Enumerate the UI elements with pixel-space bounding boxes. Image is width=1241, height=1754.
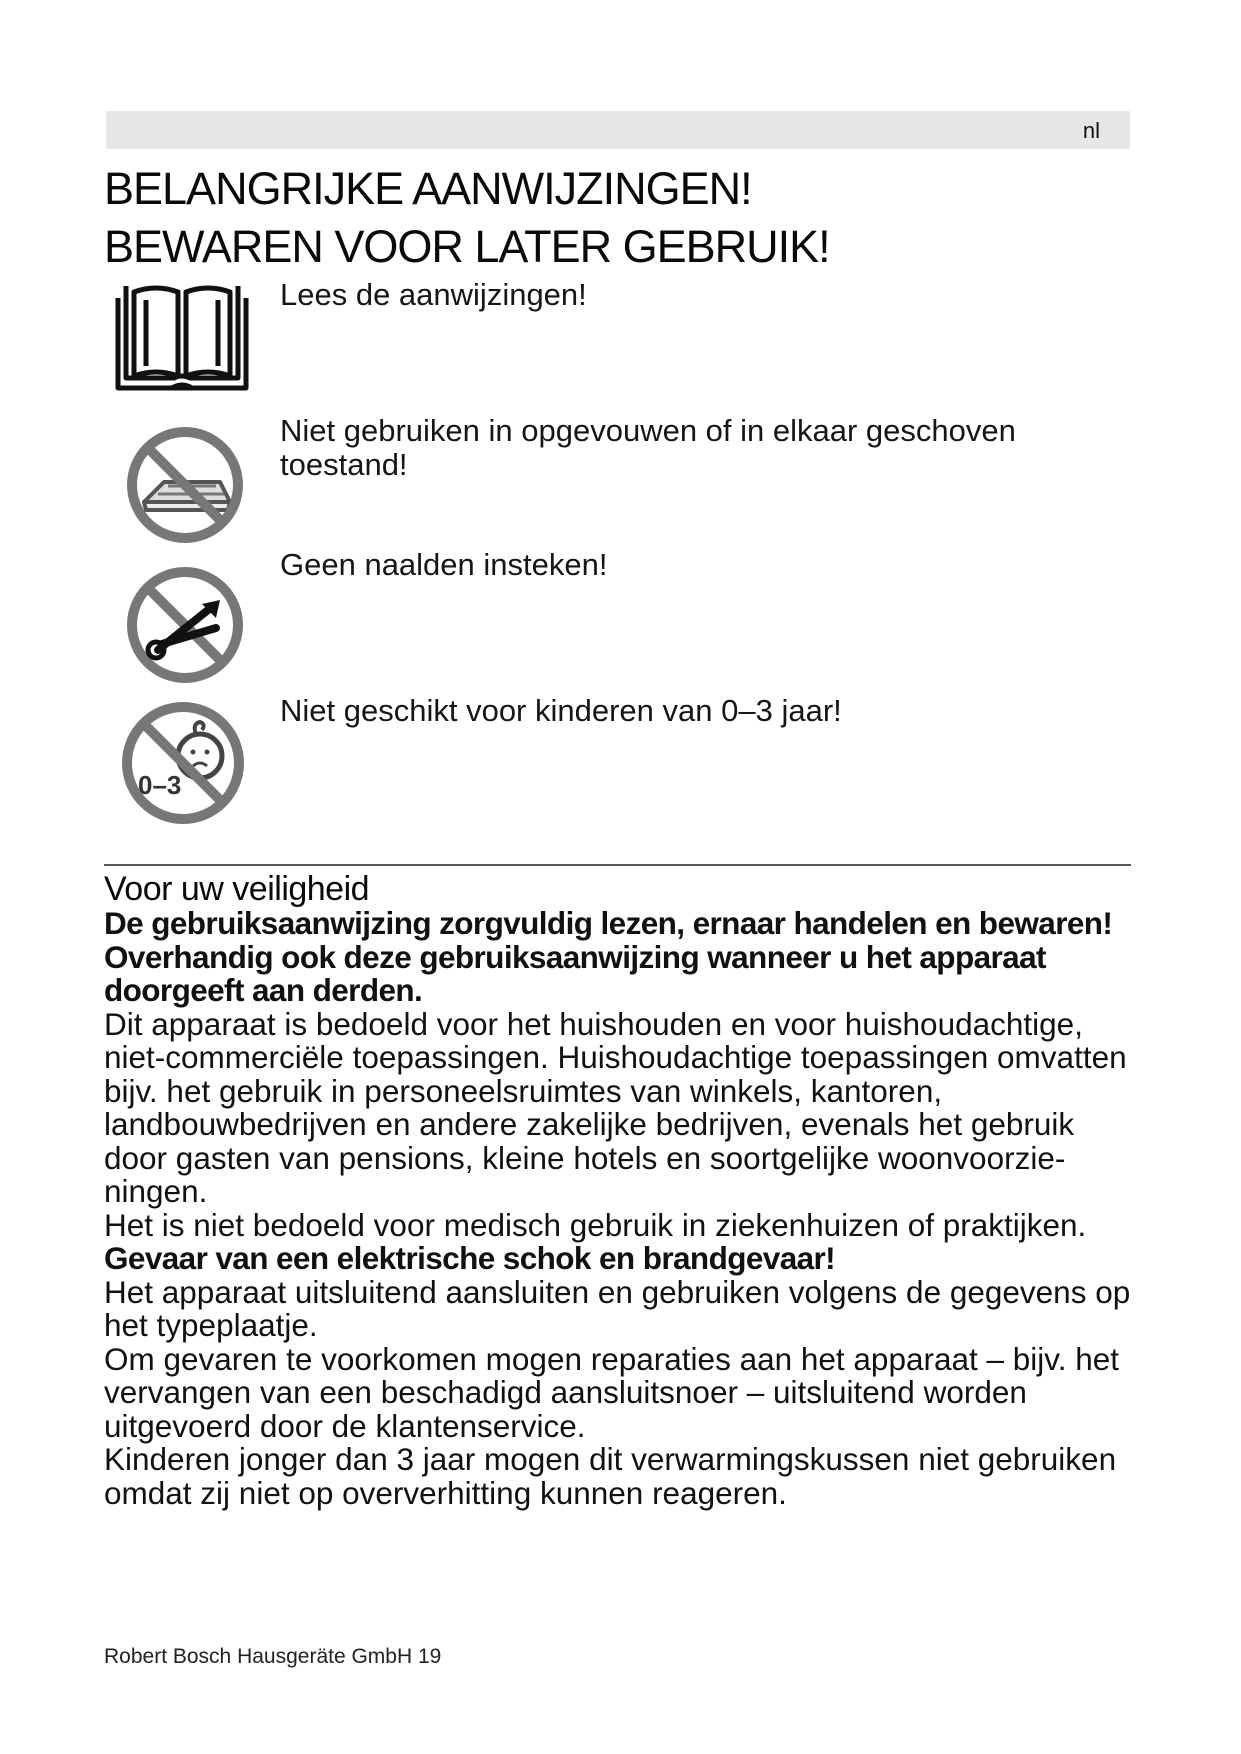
instruction-text-pins: Geen naalden insteken! xyxy=(280,547,608,582)
language-bar xyxy=(106,111,1130,149)
title-line-2: BEWAREN VOOR LATER GEBRUIK! xyxy=(104,221,830,272)
title-line-1: BELANGRIJKE AANWIJZINGEN! xyxy=(104,163,752,214)
safety-paragraph-7: Kinderen jonger dan 3 jaar mogen dit verwarmingskussen niet gebruiken omdat zij niet op oververhitting kunnen reageren. xyxy=(104,1441,1117,1511)
instruction-text-folding: Niet gebruiken in opgevouwen of in elkaar geschoven toestand! xyxy=(280,413,1016,482)
section-divider xyxy=(104,864,1131,866)
age-label: 0–3 xyxy=(138,770,182,800)
no-folding-icon xyxy=(124,424,246,546)
no-children-0-3-icon xyxy=(118,698,248,828)
footer: Robert Bosch Hausgeräte GmbH 19 xyxy=(104,1645,442,1668)
no-pins-icon xyxy=(124,564,246,686)
page-title xyxy=(104,160,830,276)
instruction-text-children: Niet geschikt voor kinderen van 0–3 jaar! xyxy=(280,693,842,728)
safety-heading: Voor uw veiligheid xyxy=(104,870,370,908)
book-icon xyxy=(112,278,252,398)
safety-section xyxy=(104,871,1144,1510)
safety-paragraph-3: Het is niet bedoeld voor medisch gebruik in ziekenhuizen of praktijken. xyxy=(104,1206,1087,1243)
safety-paragraph-1: De gebruiksaanwijzing zorgvuldig lezen, ernaar handelen en bewaren! Overhandig ook deze gebruiksaanwijzing wanneer u het apparaat doorgeeft aan derden. xyxy=(104,905,1113,1008)
instruction-text-read: Lees de aanwijzingen! xyxy=(280,277,587,312)
safety-paragraph-5: Het apparaat uitsluitend aansluiten en gebruiken volgens de gegevens op het typeplaatje. xyxy=(104,1273,1131,1343)
language-code: nl xyxy=(1082,118,1100,143)
safety-paragraph-2: Dit apparaat is bedoeld voor het huishouden en voor huishoudachtige, niet-commerciële toepassingen. Huishoudachtige toepassingen omvatten bijv. het gebruik in personeelsruimtes van winkels, kantoren, landbouwbedrijven en andere zakelijke bedrijven, evenals het gebruik door gasten van pensions, kleine hotels en soortgelijke woonvoorzie-ningen. xyxy=(104,1005,1127,1209)
safety-warning: Gevaar van een elektrische schok en brandgevaar! xyxy=(104,1240,836,1276)
safety-paragraph-6: Om gevaren te voorkomen mogen reparaties aan het apparaat – bijv. het vervangen van een beschadigd aansluitsnoer – uitsluitend worden uitgevoerd door de klantenservice. xyxy=(104,1340,1120,1444)
